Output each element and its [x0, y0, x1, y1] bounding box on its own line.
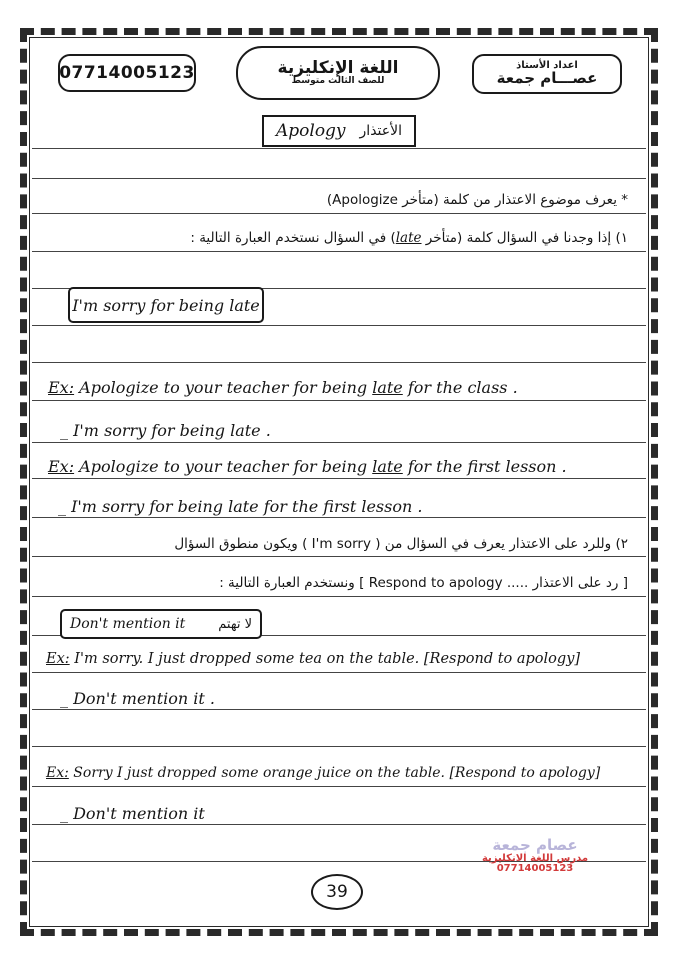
author-name: عصـــام جمعة [496, 69, 598, 88]
example-2-text-a: Apologize to your teacher for being [74, 457, 373, 476]
example-1 [48, 378, 518, 397]
intro-line: * يعرف موضوع الاعتذار من كلمة (متأخر Apologize) [326, 192, 628, 208]
lesson-title-arabic: الأعتذار [359, 123, 402, 139]
lesson-title [262, 115, 416, 147]
ruled-line [32, 746, 646, 747]
ruled-line [32, 325, 646, 326]
ruled-line [32, 400, 646, 401]
example-4-text: Sorry I just dropped some orange juice on the table. [Respond to apology] [68, 765, 601, 781]
rule2-line-a: ٢) وللرد على الاعتذار يعرف في السؤال من ( I'm sorry ) ويكون منطوق السؤال [174, 536, 628, 552]
author-box [472, 54, 622, 94]
ruled-line [32, 478, 646, 479]
subject-header [236, 46, 440, 100]
example-label: Ex: [46, 651, 70, 667]
example-2 [48, 457, 567, 476]
phrase-dont-mention-it [60, 609, 262, 639]
subject-title: اللغة الإنكليزية [277, 57, 399, 78]
ruled-line [32, 213, 646, 214]
author-label: اعداد الأستاذ [516, 59, 578, 71]
answer-3: _ Don't mention it . [60, 689, 215, 708]
example-2-keyword: late [372, 457, 403, 476]
rule1-suffix: ) في السؤال نستخدم العبارة التالية : [190, 230, 396, 246]
ruled-line [32, 148, 646, 149]
example-label: Ex: [48, 378, 75, 397]
example-1-keyword: late [372, 378, 403, 397]
example-2-text-b: for the first lesson . [402, 457, 567, 476]
example-3 [46, 651, 580, 667]
rule1-line [190, 230, 628, 246]
ruled-line [32, 442, 646, 443]
teacher-stamp [470, 838, 600, 875]
ruled-line [32, 362, 646, 363]
example-label: Ex: [46, 765, 69, 781]
example-4 [46, 765, 600, 781]
lesson-title-english: Apology [275, 121, 346, 141]
rule1-word: late [395, 230, 422, 246]
ruled-line [32, 178, 646, 179]
teacher-phone: 07714005123 [58, 54, 196, 92]
page-number: 39 [311, 874, 363, 910]
ruled-line [32, 786, 646, 787]
phrase-dont-mention-it-ar: لا تهتم [218, 616, 252, 632]
example-3-text: I'm sorry. I just dropped some tea on the table. [Respond to apology] [69, 651, 581, 667]
ruled-line [32, 824, 646, 825]
ruled-line [32, 709, 646, 710]
stamp-name: عصام جمعة [492, 836, 578, 854]
example-label: Ex: [48, 457, 75, 476]
example-1-text-a: Apologize to your teacher for being [74, 378, 373, 397]
ruled-line [32, 672, 646, 673]
answer-1: _ I'm sorry for being late . [60, 421, 271, 440]
page-border-inner [29, 37, 649, 927]
ruled-line [32, 556, 646, 557]
answer-4: _ Don't mention it [60, 804, 205, 823]
ruled-line [32, 251, 646, 252]
example-1-text-b: for the class . [402, 378, 518, 397]
rule2-line-b: [ رد على الاعتذار ..... Respond to apology ] ونستخدم العبارة التالية : [219, 575, 628, 591]
stamp-role: مدرس اللغة الانكليزية [481, 852, 589, 864]
phrase-dont-mention-it-en: Don't mention it [70, 616, 186, 632]
subject-subtitle: للصف الثالث متوسط [291, 76, 385, 87]
rule1-prefix: ١) إذا وجدنا في السؤال كلمة (متأخر [421, 230, 628, 246]
ruled-line [32, 596, 646, 597]
ruled-line [32, 517, 646, 518]
answer-2: _ I'm sorry for being late for the first lesson . [58, 497, 423, 516]
phrase-im-sorry: I'm sorry for being late [68, 287, 264, 323]
stamp-phone: 07714005123 [496, 863, 574, 875]
